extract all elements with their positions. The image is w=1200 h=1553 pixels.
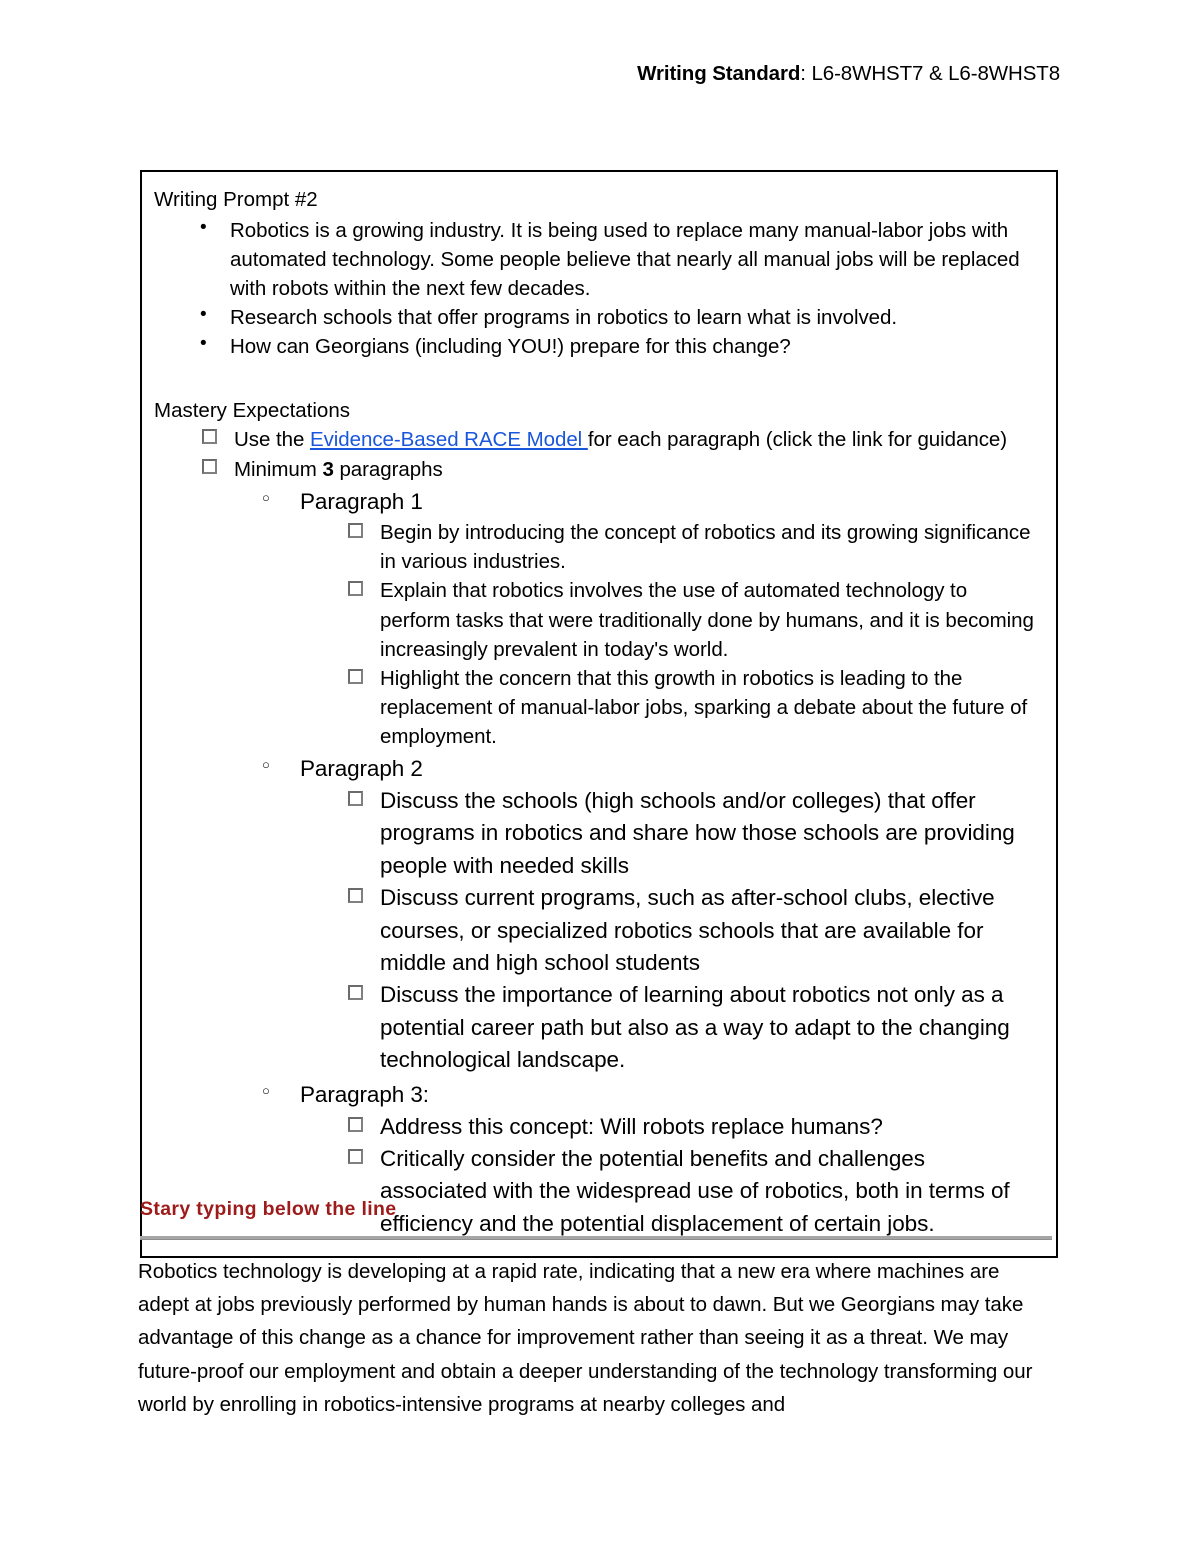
evidence-based-race-model-link[interactable]: Evidence-Based RACE Model [309,427,588,451]
mastery-checklist [152,425,1038,484]
list-item-label: Critically consider the potential benefits and challenges associated with the widespread use of robotics, both in terms of efficiency and the potential displacement of certain jobs. [380,1145,1010,1236]
checkbox-icon[interactable] [348,581,363,596]
checkbox-icon[interactable] [348,669,363,684]
list-item-label: Discuss the importance of learning about robotics not only as a potential career path but also as a way to adapt to the changing technological landscape. [380,982,1010,1073]
paragraph-heading: ○ Paragraph 3: [152,1079,1038,1111]
list-item-label: Discuss the schools (high schools and/or colleges) that offer programs in robotics and share how those schools are providing people with needed skills [380,788,1015,878]
list-item [152,979,1038,1076]
list-item-label: Explain that robotics involves the use of automated technology to perform tasks that were traditionally done by humans, and it is becoming increasingly prevalent in today's world. [380,579,1034,661]
paragraph-item-list [152,785,1038,1077]
list-item-label: Discuss current programs, such as after-school clubs, elective courses, or specialized robotics schools that are available for middle and high school students [380,885,995,976]
list-item: • How can Georgians (including YOU!) prepare for this change? [152,332,1038,361]
mastery-expectations-title: Mastery Expectations [154,399,350,423]
start-typing-heading: Stary typing below the line [140,1198,397,1220]
paragraph-outline-list [152,486,1038,1240]
writing-prompt-box [140,170,1058,1258]
prompt-bullet-list [152,216,1038,362]
list-item-label: Highlight the concern that this growth in robotics is leading to the replacement of manual-labor jobs, sparking a debate about the future of employment. [380,666,1028,749]
list-item [152,664,1038,751]
paragraph-item-list [152,518,1038,751]
race-text-suffix: for each paragraph (click the link for guidance) [587,427,1008,451]
checkbox-icon[interactable] [348,791,363,806]
writing-standard-label: Writing Standard [637,62,801,85]
list-item: • Robotics is a growing industry. It is being used to replace many manual-labor jobs with automated technology. Some people believe that nearly all manual jobs will be replaced with robots within the next few decades. [152,216,1038,303]
list-item [152,1111,1038,1143]
minimum-prefix: Minimum [234,457,323,481]
list-item-label: Address this concept: Will robots replace humans? [380,1113,883,1139]
list-item [152,425,1038,455]
checkbox-icon[interactable] [348,1149,363,1164]
writing-prompt-title: Writing Prompt #2 [154,188,318,211]
checkbox-icon[interactable] [348,1117,363,1132]
list-item [152,785,1038,882]
checkbox-icon[interactable] [202,459,217,474]
list-item [152,518,1038,576]
race-text-prefix: Use the [234,427,310,451]
paragraph-group [152,753,1038,1076]
minimum-suffix: paragraphs [333,457,443,481]
writing-standard-separator: : [800,62,812,85]
list-item-label: Begin by introducing the concept of robotics and its growing significance in various industries. [380,521,1031,574]
paragraph-group [152,486,1038,751]
minimum-count: 3 [322,457,334,481]
horizontal-divider [140,1236,1052,1240]
writing-standard-value: L6-8WHST7 & L6-8WHST8 [811,62,1060,85]
paragraph-heading: ○ Paragraph 1 [152,486,1038,518]
list-item [152,576,1038,663]
student-response-text: Robotics technology is developing at a rapid rate, indicating that a new era where machines are adept at jobs previously performed by human hands is about to dawn. But we Georgians may take advantage of this change as a chance for improvement rather than seeing it as a threat. We may future-proof our employment and obtain a deeper understanding of the technology transforming our world by enrolling in robotics-intensive programs at nearby colleges and [138,1260,1033,1416]
checkbox-icon[interactable] [202,429,217,444]
list-item [152,882,1038,979]
checkbox-icon[interactable] [348,523,363,538]
list-item: • Research schools that offer programs in robotics to learn what is involved. [152,303,1038,332]
checkbox-icon[interactable] [348,985,363,1000]
list-item [152,455,1038,485]
checkbox-icon[interactable] [348,888,363,903]
document-header [0,62,1060,87]
list-item [152,1143,1038,1240]
paragraph-heading: ○ Paragraph 2 [152,753,1038,785]
